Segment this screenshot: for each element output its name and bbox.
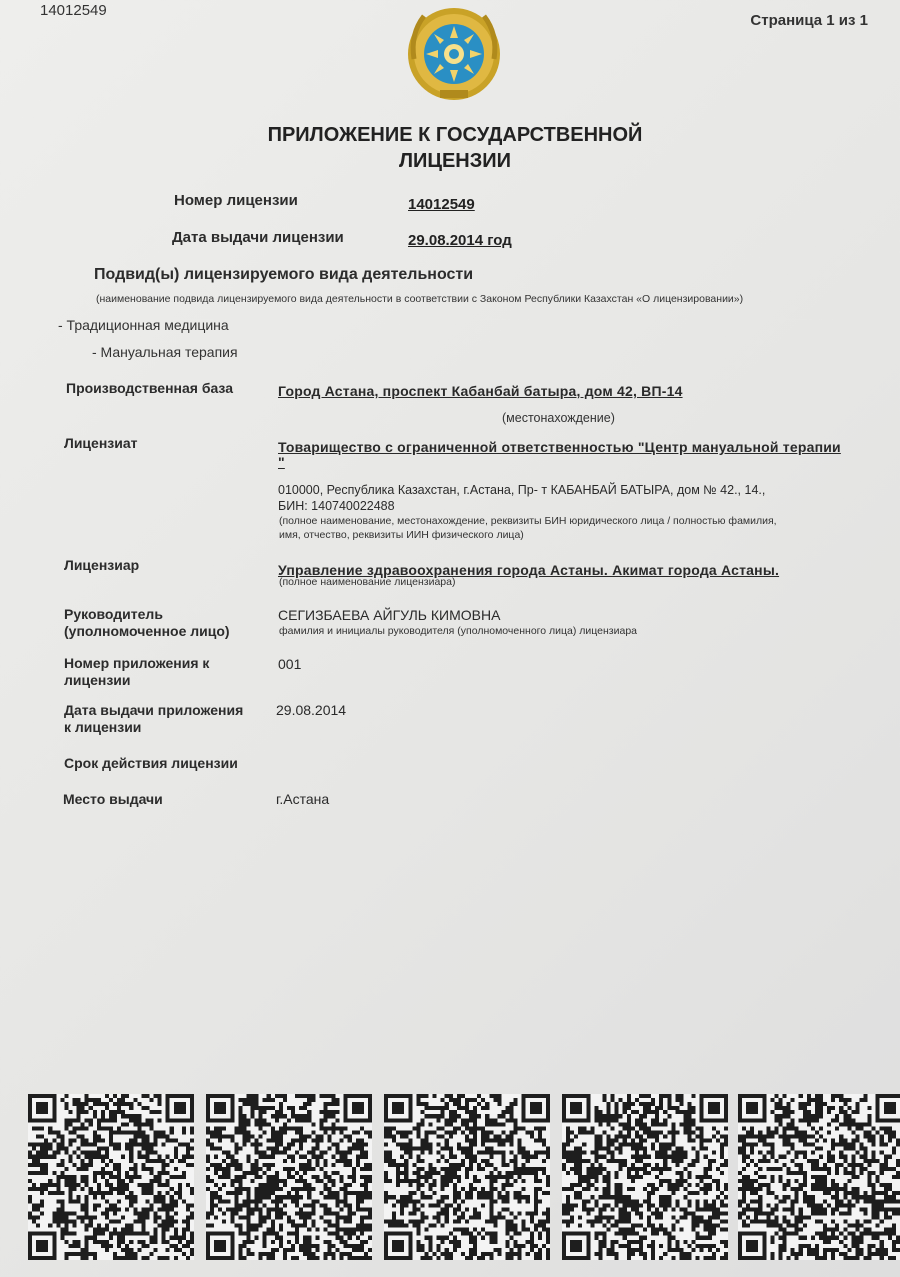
licensee-address-line2: БИН: 140740022488 xyxy=(278,499,395,513)
qr-code-icon xyxy=(738,1094,900,1260)
qr-code-icon xyxy=(206,1094,372,1260)
licensee-name-line1: Товарищество с ограниченной ответственностью "Центр мануальной терапии xyxy=(278,439,841,455)
qr-code-icon xyxy=(384,1094,550,1260)
appendix-number-label xyxy=(64,655,209,689)
head-label-line2: (уполномоченное лицо) xyxy=(64,623,230,639)
document-number: 14012549 xyxy=(40,2,107,19)
place-value: г.Астана xyxy=(276,791,330,807)
appendix-number-label-line2: лицензии xyxy=(64,672,131,688)
head-label-line1: Руководитель xyxy=(64,606,163,622)
production-base-note: (местонахождение) xyxy=(502,411,615,425)
license-number-label: Номер лицензии xyxy=(174,192,298,209)
subtypes-heading: Подвид(ы) лицензируемого вида деятельности xyxy=(94,266,474,283)
document-title xyxy=(150,122,760,174)
validity-label: Срок действия лицензии xyxy=(64,755,238,771)
licensor-note: (полное наименование лицензиара) xyxy=(279,576,456,588)
kazakhstan-state-emblem-icon xyxy=(404,4,504,104)
production-base-label: Производственная база xyxy=(66,380,233,396)
qr-code-row xyxy=(28,1094,900,1260)
licensee-name-line2: " xyxy=(278,454,285,470)
production-base-value: Город Астана, проспект Кабанбай батыра, дом 42, ВП-14 xyxy=(278,383,683,399)
licensor-label: Лицензиар xyxy=(64,557,140,573)
license-number-value: 14012549 xyxy=(408,196,475,213)
qr-code-icon xyxy=(28,1094,194,1260)
subtype-item: - Традиционная медицина xyxy=(58,317,229,333)
appendix-date-label-line1: Дата выдачи приложения xyxy=(64,702,244,718)
head-label xyxy=(64,606,230,640)
appendix-number-label-line1: Номер приложения к xyxy=(64,655,210,671)
appendix-date-label-line2: к лицензии xyxy=(64,719,142,735)
subtypes-note: (наименование подвида лицензируемого вида деятельности в соответствии с Законом Республики Казахстан «О лицензировании») xyxy=(96,293,744,305)
page-indicator: Страница 1 из 1 xyxy=(750,12,868,29)
head-value: СЕГИЗБАЕВА АЙГУЛЬ КИМОВНА xyxy=(278,607,501,623)
appendix-date-label xyxy=(64,702,243,736)
licensee-note-line1: (полное наименование, местонахождение, реквизиты БИН юридического лица / полностью фамилия, xyxy=(279,515,777,527)
licensee-note-line2: имя, отчество, реквизиты ИИН физического лица) xyxy=(279,529,524,541)
place-label: Место выдачи xyxy=(63,791,163,807)
appendix-number-value: 001 xyxy=(278,656,302,672)
licensee-address-line1: 010000, Республика Казахстан, г.Астана, Пр- т КАБАНБАЙ БАТЫРА, дом № 42., 14., xyxy=(278,483,766,497)
document-title-line1: ПРИЛОЖЕНИЕ К ГОСУДАРСТВЕННОЙ xyxy=(267,124,643,146)
licensor-value: Управление здравоохранения города Астаны. Акимат города Астаны. xyxy=(278,562,780,578)
license-date-label: Дата выдачи лицензии xyxy=(172,229,344,246)
license-date-value: 29.08.2014 год xyxy=(408,232,512,249)
document-title-line2: ЛИЦЕНЗИИ xyxy=(398,150,512,172)
head-note: фамилия и инициалы руководителя (уполномоченного лица) лицензиара xyxy=(279,625,637,637)
qr-code-icon xyxy=(562,1094,728,1260)
licensee-label: Лицензиат xyxy=(64,435,138,451)
appendix-date-value: 29.08.2014 xyxy=(276,702,347,718)
subtype-item: - Мануальная терапия xyxy=(92,344,238,360)
